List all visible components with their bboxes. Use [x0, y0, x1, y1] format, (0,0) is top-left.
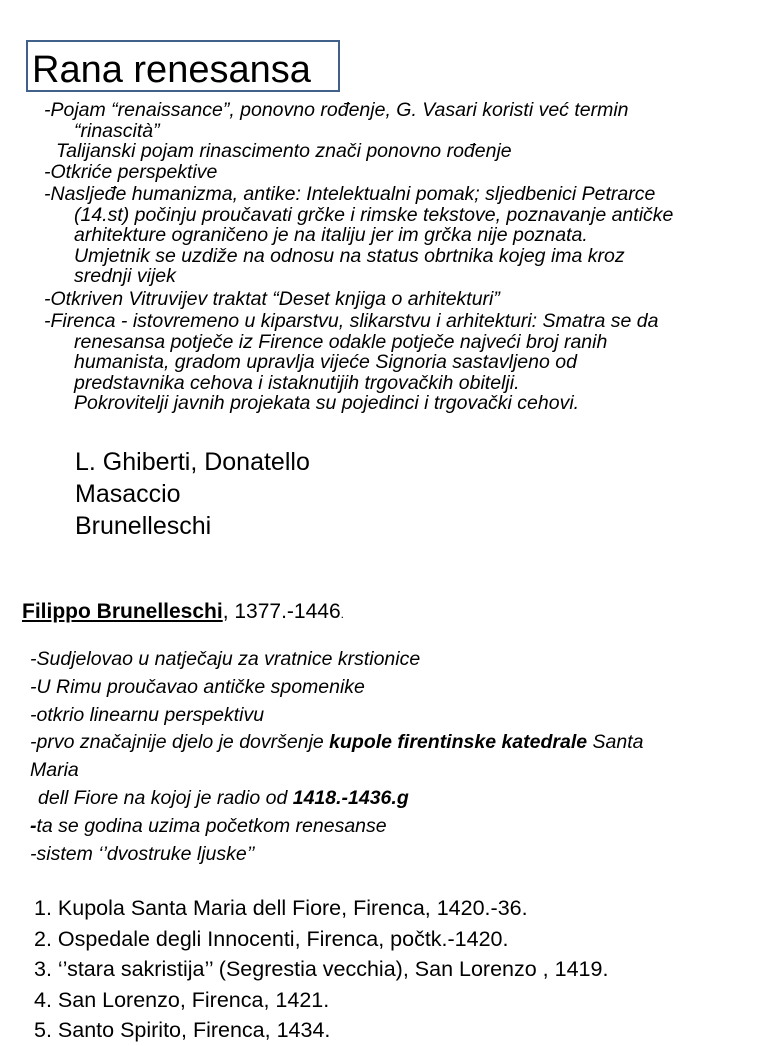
- bio-line: -sistem ‘’dvostruke ljuske’’: [30, 842, 255, 865]
- intro-item-vitruvius: -Otkriven Vitruvijev traktat “Deset knjiga o arhitekturi”: [44, 287, 500, 310]
- intro-florence-line: humanista, gradom upravlja vijeće Signoria sastavljeno od: [74, 351, 577, 373]
- intro-humanism-line: Umjetnik se uzdiže na odnosu na status obrtnika kojeg ima kroz: [74, 244, 625, 267]
- work-item: 5. Santo Spirito, Firenca, 1434.: [34, 1018, 331, 1042]
- intro-item-rinascimento: Talijanski pojam rinascimento znači ponovno rođenje: [56, 140, 512, 162]
- bio-line: -Sudjelovao u natječaju za vratnice krstionice: [30, 648, 421, 670]
- intro-humanism-line: (14.st) počinju proučavati grčke i rimske tekstove, poznavanje antičke: [74, 203, 674, 226]
- bio-emphasis: kupole firentinske katedrale: [329, 731, 588, 754]
- intro-florence-line: Pokrovitelji javnih projekata su pojedinci i trgovački cehovi.: [74, 392, 580, 414]
- intro-humanism-line: srednji vijek: [74, 265, 176, 287]
- section-heading: [22, 599, 344, 627]
- bio-text: -prvo značajnije djelo je dovršenje: [30, 731, 330, 754]
- bio-line: [30, 813, 730, 841]
- intro-humanism-line: arhitekture ograničeno je na italiju jer im grčka nije poznata.: [74, 224, 588, 246]
- bio-text: dell Fiore na kojoj je radio od: [38, 786, 293, 809]
- bio-line: -U Rimu proučavao antičke spomenike: [30, 675, 365, 698]
- biography-list: [30, 646, 730, 868]
- artist-name: L. Ghiberti, Donatello: [75, 448, 310, 476]
- bio-text: Santa: [587, 731, 644, 754]
- artist-name: Masaccio: [75, 480, 181, 508]
- bio-line: Maria: [30, 759, 79, 782]
- intro-item-humanism: [44, 184, 744, 287]
- bio-line: [30, 729, 730, 757]
- intro-item-florence: [44, 311, 744, 414]
- intro-florence-line: -Firenca - istovremeno u kiparstvu, slikarstvu i arhitekturi: Smatra se da: [44, 310, 659, 332]
- architect-years: , 1377.-1446: [222, 600, 341, 623]
- intro-item-vasari-line2: “rinascità”: [74, 119, 160, 142]
- work-item: 3. ‘’stara sakristija’’ (Segrestia vecchia), San Lorenzo , 1419.: [34, 957, 609, 981]
- architect-name: Filippo Brunelleschi: [22, 600, 223, 623]
- bio-text: ta se godina uzima početkom renesanse: [36, 814, 387, 837]
- intro-florence-line: predstavnika cehova i istaknutijih trgovačkih obitelji.: [74, 371, 520, 394]
- bio-line: -otkrio linearnu perspektivu: [30, 703, 265, 726]
- work-item: 4. San Lorenzo, Firenca, 1421.: [34, 987, 330, 1012]
- work-item: 2. Ospedale degli Innocenti, Firenca, počtk.-1420.: [34, 926, 509, 951]
- bio-line: [30, 785, 730, 813]
- page-title: Rana renesansa: [32, 49, 311, 91]
- bio-emphasis: 1418.-1436.g: [292, 786, 409, 809]
- artist-names: [75, 446, 310, 542]
- intro-florence-line: renesansa potječe iz Firence odakle potječe najveći broj ranih: [74, 330, 608, 353]
- intro-humanism-line: -Nasljeđe humanizma, antike: Intelektualni pomak; sljedbenici Petrarce: [44, 183, 656, 205]
- intro-item-vasari-line1: -Pojam “renaissance”, ponovno rođenje, G. Vasari koristi već termin: [44, 99, 629, 121]
- bio-emphasis: -: [30, 814, 37, 837]
- intro-item-vasari: [44, 100, 744, 141]
- artist-name: Brunelleschi: [75, 512, 212, 540]
- work-item: 1. Kupola Santa Maria dell Fiore, Firenca, 1420.-36.: [34, 896, 528, 920]
- intro-item-perspective: -Otkriće perspektive: [44, 160, 218, 183]
- heading-dot: .: [340, 607, 344, 621]
- works-list: [34, 893, 608, 1046]
- intro-list: [44, 100, 744, 414]
